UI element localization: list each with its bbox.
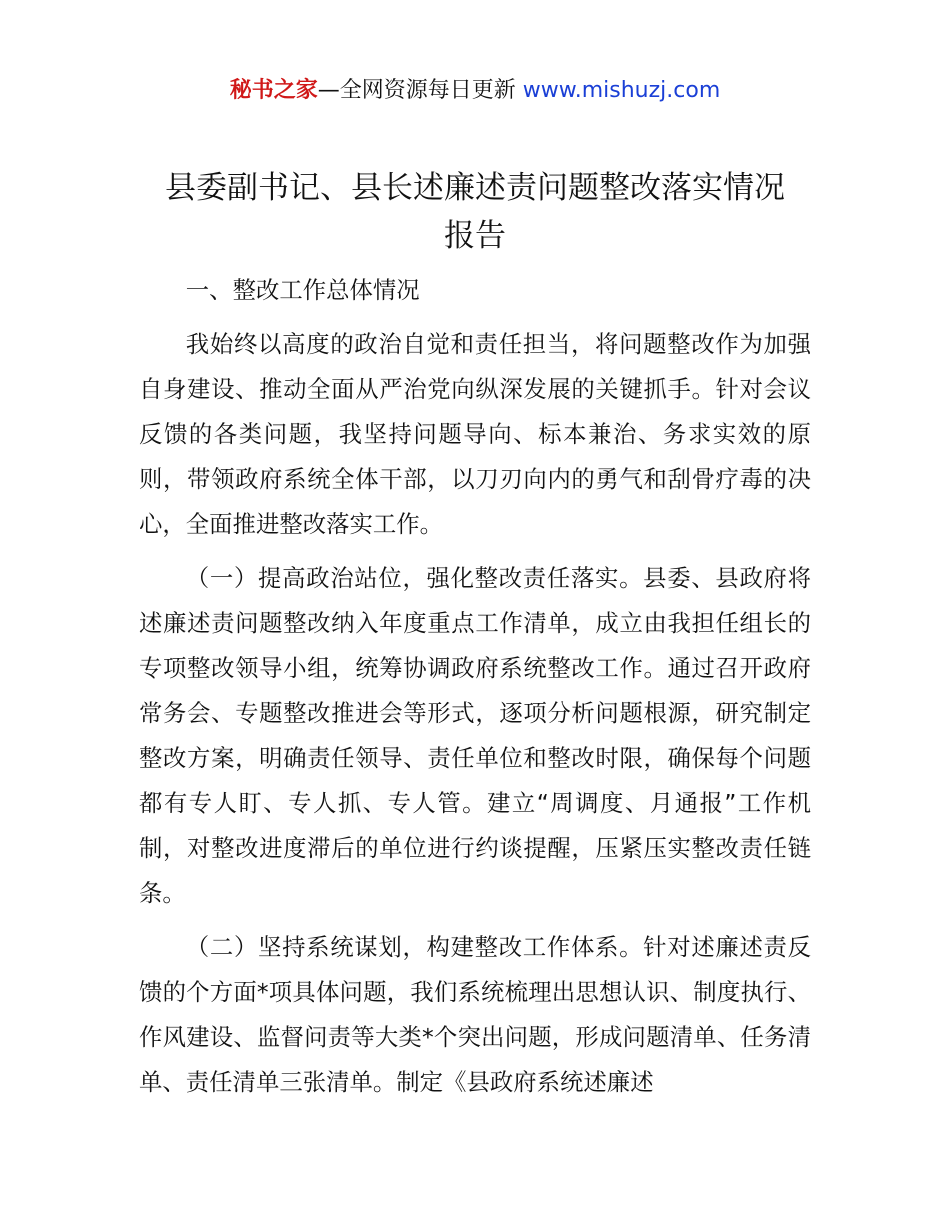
title-line-2: 报告 [444,218,506,254]
document-body [139,268,811,1114]
site-banner [0,74,950,108]
section-heading: 一、整改工作总体情况 [185,276,420,304]
site-url-link[interactable]: www.mishuzj.com [522,78,721,103]
banner-tagline: —全网资源每日更新 [317,78,523,103]
title-line-1: 县委副书记、县长述廉述责问题整改落实情况 [165,170,785,206]
document-title [100,164,850,260]
body-paragraph: （一）提高政治站位，强化整改责任落实。县委、县政府将述廉述责问题整改纳入年度重点工作清单，成立由我担任组长的专项整改领导小组，统筹协调政府系统整改工作。通过召开政府常务会、专题整改推进会等形式，逐项分析问题根源，研究制定整改方案，明确责任领导、责任单位和整改时限，确保每个问题都有专人盯、专人抓、专人管。建立“周调度、月通报”工作机制，对整改进度滞后的单位进行约谈提醒，压紧压实整改责任链条。 [139,564,811,907]
body-paragraph: （二）坚持系统谋划，构建整改工作体系。针对述廉述责反馈的个方面*项具体问题，我们系统梳理出思想认识、制度执行、作风建设、监督问责等大类*个突出问题，形成问题清单、任务清单、责任清单三张清单。制定《县政府系统述廉述 [139,933,811,1096]
brand-name: 秘书之家 [229,78,318,103]
body-paragraph: 我始终以高度的政治自觉和责任担当，将问题整改作为加强自身建设、推动全面从严治党向纵深发展的关键抓手。针对会议反馈的各类问题，我坚持问题导向、标本兼治、务求实效的原则，带领政府系统全体干部，以刀刃向内的勇气和刮骨疗毒的决心，全面推进整改落实工作。 [139,330,811,538]
